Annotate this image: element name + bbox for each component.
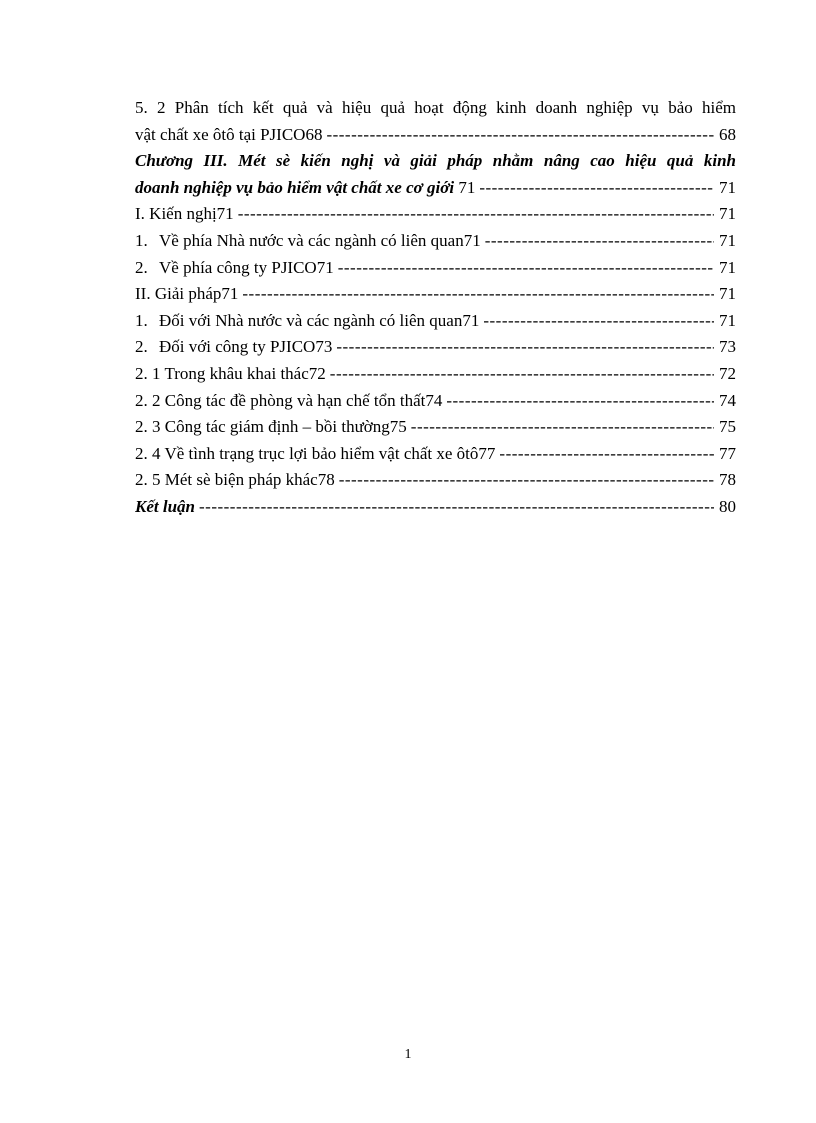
toc-entry-text-line1: 5. 2 Phân tích kết quả và hiệu quả hoạt động kinh doanh nghiệp vụ bảo hiểm	[135, 98, 736, 117]
dot-leader	[407, 414, 714, 441]
dot-leader	[479, 308, 714, 335]
dot-leader	[195, 494, 714, 521]
dot-leader	[334, 255, 714, 282]
page-number: 1	[404, 1047, 412, 1062]
toc-entry-ket-luan[interactable]	[135, 494, 736, 521]
toc-entry-prefix: 1.	[135, 230, 148, 250]
toc-page-number: 71	[719, 177, 736, 197]
toc-entry-cong-ty-1[interactable]	[135, 255, 736, 282]
dot-leader	[234, 201, 714, 228]
toc-entry-text: doanh nghiệp vụ bảo hiểm vật chất xe cơ giới	[135, 177, 455, 197]
toc-entry-text: 2. 1 Trong khâu khai thác72	[135, 363, 326, 383]
toc-entry-text: Đối với công ty PJICO73	[159, 337, 333, 357]
toc-page-number: 68	[719, 124, 736, 144]
toc-entry-prefix: 2.	[135, 257, 148, 277]
toc-page-number: 71	[719, 204, 736, 224]
toc-entry-giai-phap[interactable]	[135, 281, 736, 308]
toc-entry-nha-nuoc-1[interactable]	[135, 228, 736, 255]
dot-leader	[335, 467, 714, 494]
dot-leader	[475, 175, 714, 202]
toc-entry-2-3[interactable]	[135, 414, 736, 441]
toc-entry-text: II. Giải pháp71	[135, 284, 239, 304]
toc-entry-text: Đối với Nhà nước và các ngành có liên quan71	[159, 310, 480, 330]
toc-entry-kien-nghi[interactable]	[135, 201, 736, 228]
toc-entry-text: vật chất xe ôtô tại PJICO68	[135, 124, 323, 144]
toc-entry-text: Về phía công ty PJICO71	[159, 257, 334, 277]
toc-page-number: 71	[719, 230, 736, 250]
dot-leader	[442, 388, 714, 415]
dot-leader	[481, 228, 714, 255]
dot-leader	[495, 441, 714, 468]
toc-entry-nha-nuoc-2[interactable]	[135, 308, 736, 335]
toc-entry-2-5[interactable]	[135, 467, 736, 494]
toc-entry-text-line1: Chương III. Mét sè kiến nghị và giải pháp nhằm nâng cao hiệu quả kinh	[135, 151, 736, 171]
toc-entry-text: Về phía Nhà nước và các ngành có liên quan71	[159, 230, 481, 250]
toc-page-number: 80	[719, 496, 736, 516]
toc-page-number: 78	[719, 470, 736, 490]
dot-leader	[332, 334, 714, 361]
toc-entry-text: 2. 3 Công tác giám định – bồi thường75	[135, 417, 407, 437]
toc-entry-cong-ty-2[interactable]	[135, 334, 736, 361]
toc-entry-text: 2. 2 Công tác đề phòng và hạn chế tổn thất74	[135, 390, 443, 410]
toc-entry-5-2[interactable]	[135, 95, 736, 148]
toc-entry-text: Kết luận	[135, 496, 195, 516]
toc-page-number: 71	[719, 310, 736, 330]
toc-entry-chapter-3[interactable]	[135, 148, 736, 201]
toc-page-number: 74	[719, 390, 736, 410]
toc-entry-2-4[interactable]	[135, 441, 736, 468]
toc-page-number: 72	[719, 363, 736, 383]
toc-page-number: 73	[719, 337, 736, 357]
toc-entry-text-suffix: 71	[458, 177, 476, 197]
toc-entry-text: 2. 5 Mét sè biện pháp khác78	[135, 470, 335, 490]
toc-entry-text: 2. 4 Về tình trạng trục lợi bảo hiểm vật chất xe ôtô77	[135, 443, 496, 463]
toc-entry-2-2[interactable]	[135, 388, 736, 415]
toc-page-number: 71	[719, 284, 736, 304]
toc-entry-2-1[interactable]	[135, 361, 736, 388]
dot-leader	[326, 361, 714, 388]
dot-leader	[238, 281, 714, 308]
toc-page-number: 71	[719, 257, 736, 277]
table-of-contents	[135, 95, 736, 521]
toc-page-number: 77	[719, 443, 736, 463]
dot-leader	[322, 122, 714, 149]
toc-entry-prefix: 1.	[135, 310, 148, 330]
toc-entry-prefix: 2.	[135, 337, 148, 357]
toc-entry-text: I. Kiến nghị71	[135, 204, 234, 224]
toc-page-number: 75	[719, 417, 736, 437]
